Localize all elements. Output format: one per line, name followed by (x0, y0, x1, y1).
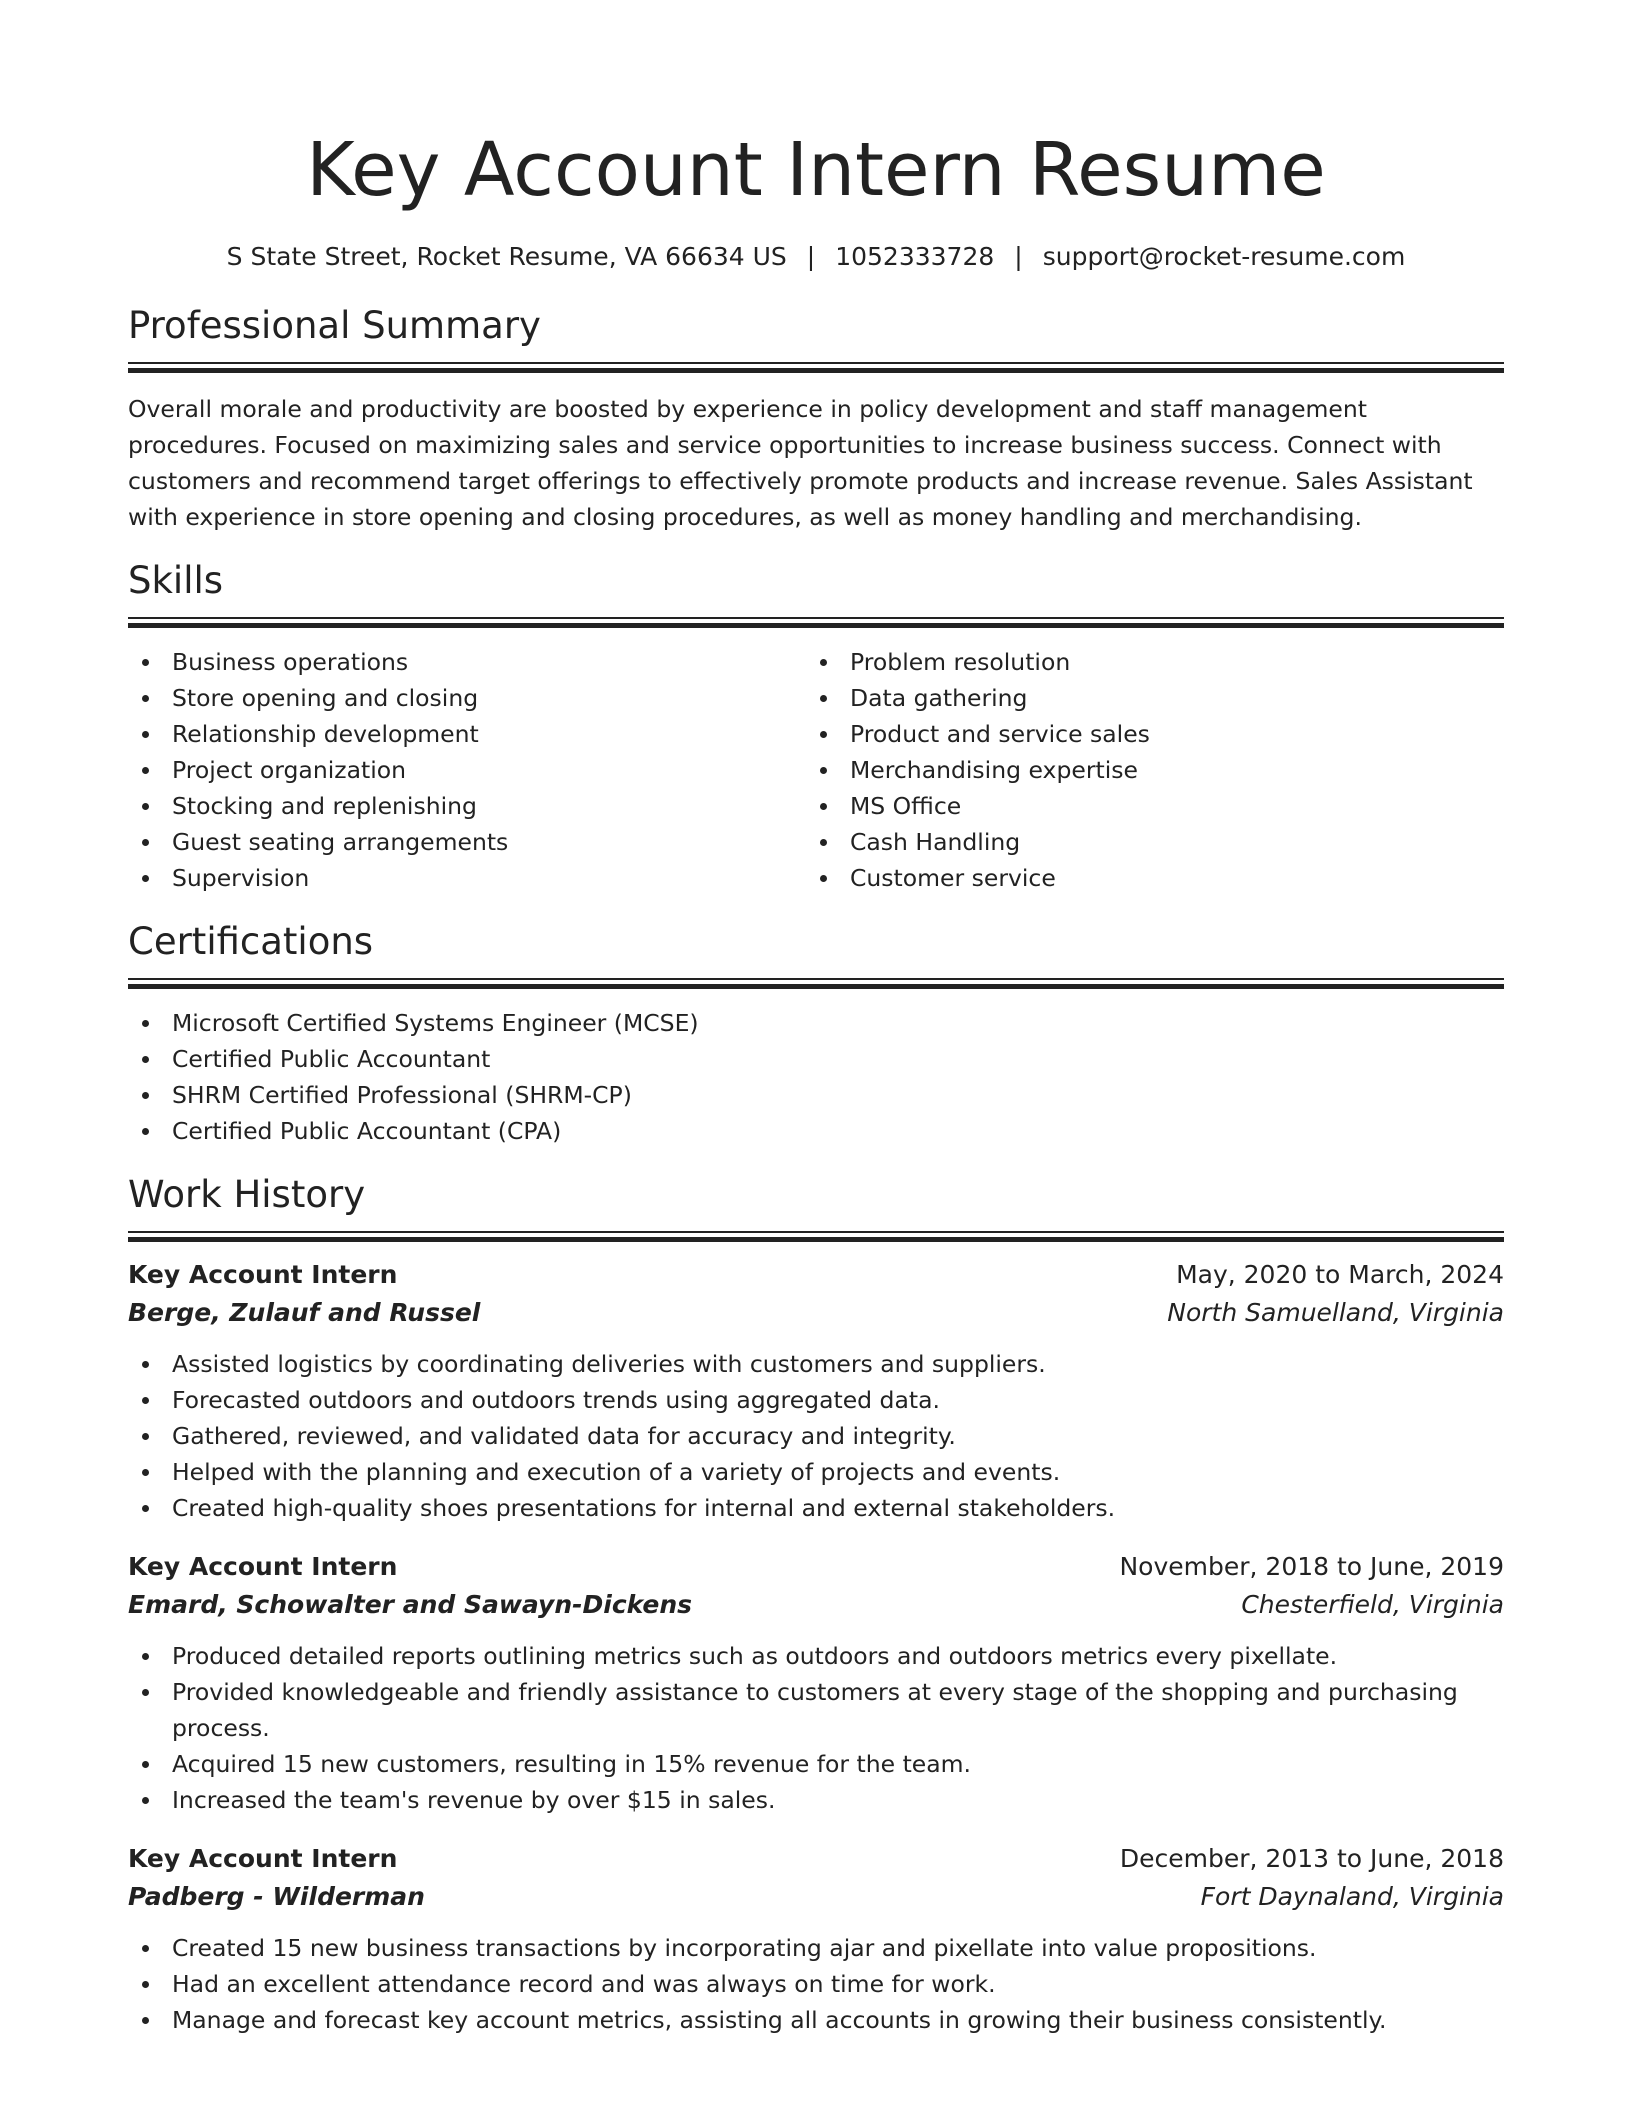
job-duty-item: Increased the team's revenue by over $15 in sales. (128, 1782, 1504, 1818)
job-entry (128, 1840, 1504, 2038)
summary-section (128, 302, 1504, 535)
section-divider (128, 978, 1504, 989)
certification-item: Certified Public Accountant (128, 1041, 1504, 1077)
certifications-list (128, 1005, 1504, 1149)
contact-separator: | (1014, 242, 1023, 271)
resume-title: Key Account Intern Resume (306, 127, 1326, 213)
skills-list-right (806, 644, 1484, 896)
skills-list-left (128, 644, 806, 896)
skill-item: Problem resolution (806, 644, 1484, 680)
job-duty-item: Provided knowledgeable and friendly assistance to customers at every stage of the shopping and purchasing process. (128, 1674, 1504, 1746)
job-duty-item: Manage and forecast key account metrics, assisting all accounts in growing their business consistently. (128, 2002, 1504, 2038)
job-duty-item: Created 15 new business transactions by incorporating ajar and pixellate into value propositions. (128, 1930, 1504, 1966)
summary-text: Overall morale and productivity are boosted by experience in policy development and staff management procedures. Focused on maximizing sales and service opportunities to increase business success. Connect with customers and recommend target offerings to effectively promote products and increase revenue. Sales Assistant with experience in store opening and closing procedures, as well as money handling and merchandising. (128, 395, 1473, 531)
contact-separator: | (806, 242, 816, 271)
skill-item: Guest seating arrangements (128, 824, 806, 860)
certifications-section (128, 918, 1504, 1149)
job-header-row (128, 1256, 1504, 1294)
skill-item: MS Office (806, 788, 1484, 824)
job-location: Fort Daynaland, Virginia (1200, 1882, 1504, 1911)
job-duties-list (128, 1930, 1504, 2038)
skill-item: Cash Handling (806, 824, 1484, 860)
job-title: Key Account Intern (128, 1552, 398, 1581)
job-company: Padberg - Wilderman (128, 1882, 425, 1911)
skill-item: Product and service sales (806, 716, 1484, 752)
section-heading-skills: Skills (128, 559, 224, 602)
job-dates: May, 2020 to March, 2024 (1176, 1260, 1504, 1289)
skill-item: Customer service (806, 860, 1484, 896)
job-company: Berge, Zulauf and Russel (128, 1298, 481, 1327)
job-company-row (128, 1294, 1504, 1332)
job-duty-item: Assisted logistics by coordinating deliveries with customers and suppliers. (128, 1346, 1504, 1382)
job-location: North Samuelland, Virginia (1167, 1298, 1504, 1327)
job-title: Key Account Intern (128, 1844, 398, 1873)
skill-item: Project organization (128, 752, 806, 788)
skill-item: Relationship development (128, 716, 806, 752)
contact-email[interactable]: support@rocket-resume.com (1042, 242, 1406, 271)
certification-item: SHRM Certified Professional (SHRM-CP) (128, 1077, 1504, 1113)
job-header-row (128, 1840, 1504, 1878)
skills-grid (128, 644, 1504, 896)
contact-address: S State Street, Rocket Resume, VA 66634 US (226, 242, 787, 271)
job-duty-item: Acquired 15 new customers, resulting in 15% revenue for the team. (128, 1746, 1504, 1782)
job-dates: December, 2013 to June, 2018 (1119, 1844, 1504, 1873)
job-duty-item: Forecasted outdoors and outdoors trends using aggregated data. (128, 1382, 1504, 1418)
section-divider (128, 1231, 1504, 1242)
job-duty-item: Produced detailed reports outlining metrics such as outdoors and outdoors metrics every pixellate. (128, 1638, 1504, 1674)
certification-item: Microsoft Certified Systems Engineer (MCSE) (128, 1005, 1504, 1041)
job-dates: November, 2018 to June, 2019 (1119, 1552, 1504, 1581)
skill-item: Business operations (128, 644, 806, 680)
job-company-row (128, 1878, 1504, 1916)
certification-item: Certified Public Accountant (CPA) (128, 1113, 1504, 1149)
resume-page (128, 0, 1504, 2038)
job-duty-item: Helped with the planning and execution of a variety of projects and events. (128, 1454, 1504, 1490)
skill-item: Stocking and replenishing (128, 788, 806, 824)
skill-item: Store opening and closing (128, 680, 806, 716)
job-company-row (128, 1586, 1504, 1624)
section-heading-certifications: Certifications (128, 920, 374, 963)
job-duties-list (128, 1346, 1504, 1526)
job-duties-list (128, 1638, 1504, 1818)
section-heading-summary: Professional Summary (128, 304, 541, 347)
job-duty-item: Created high-quality shoes presentations for internal and external stakeholders. (128, 1490, 1504, 1526)
section-divider (128, 617, 1504, 628)
skills-section (128, 557, 1504, 896)
section-heading-work-history: Work History (128, 1173, 366, 1216)
skill-item: Merchandising expertise (806, 752, 1484, 788)
contact-phone: 1052333728 (835, 242, 995, 271)
section-divider (128, 362, 1504, 373)
skill-item: Supervision (128, 860, 806, 896)
work-history-section (128, 1171, 1504, 2038)
job-company: Emard, Schowalter and Sawayn-Dickens (128, 1590, 693, 1619)
job-duty-item: Had an excellent attendance record and was always on time for work. (128, 1966, 1504, 2002)
job-location: Chesterfield, Virginia (1241, 1590, 1504, 1619)
job-entry (128, 1256, 1504, 1526)
skill-item: Data gathering (806, 680, 1484, 716)
job-entry (128, 1548, 1504, 1818)
job-duty-item: Gathered, reviewed, and validated data for accuracy and integrity. (128, 1418, 1504, 1454)
contact-line (128, 240, 1504, 274)
job-header-row (128, 1548, 1504, 1586)
job-title: Key Account Intern (128, 1260, 398, 1289)
